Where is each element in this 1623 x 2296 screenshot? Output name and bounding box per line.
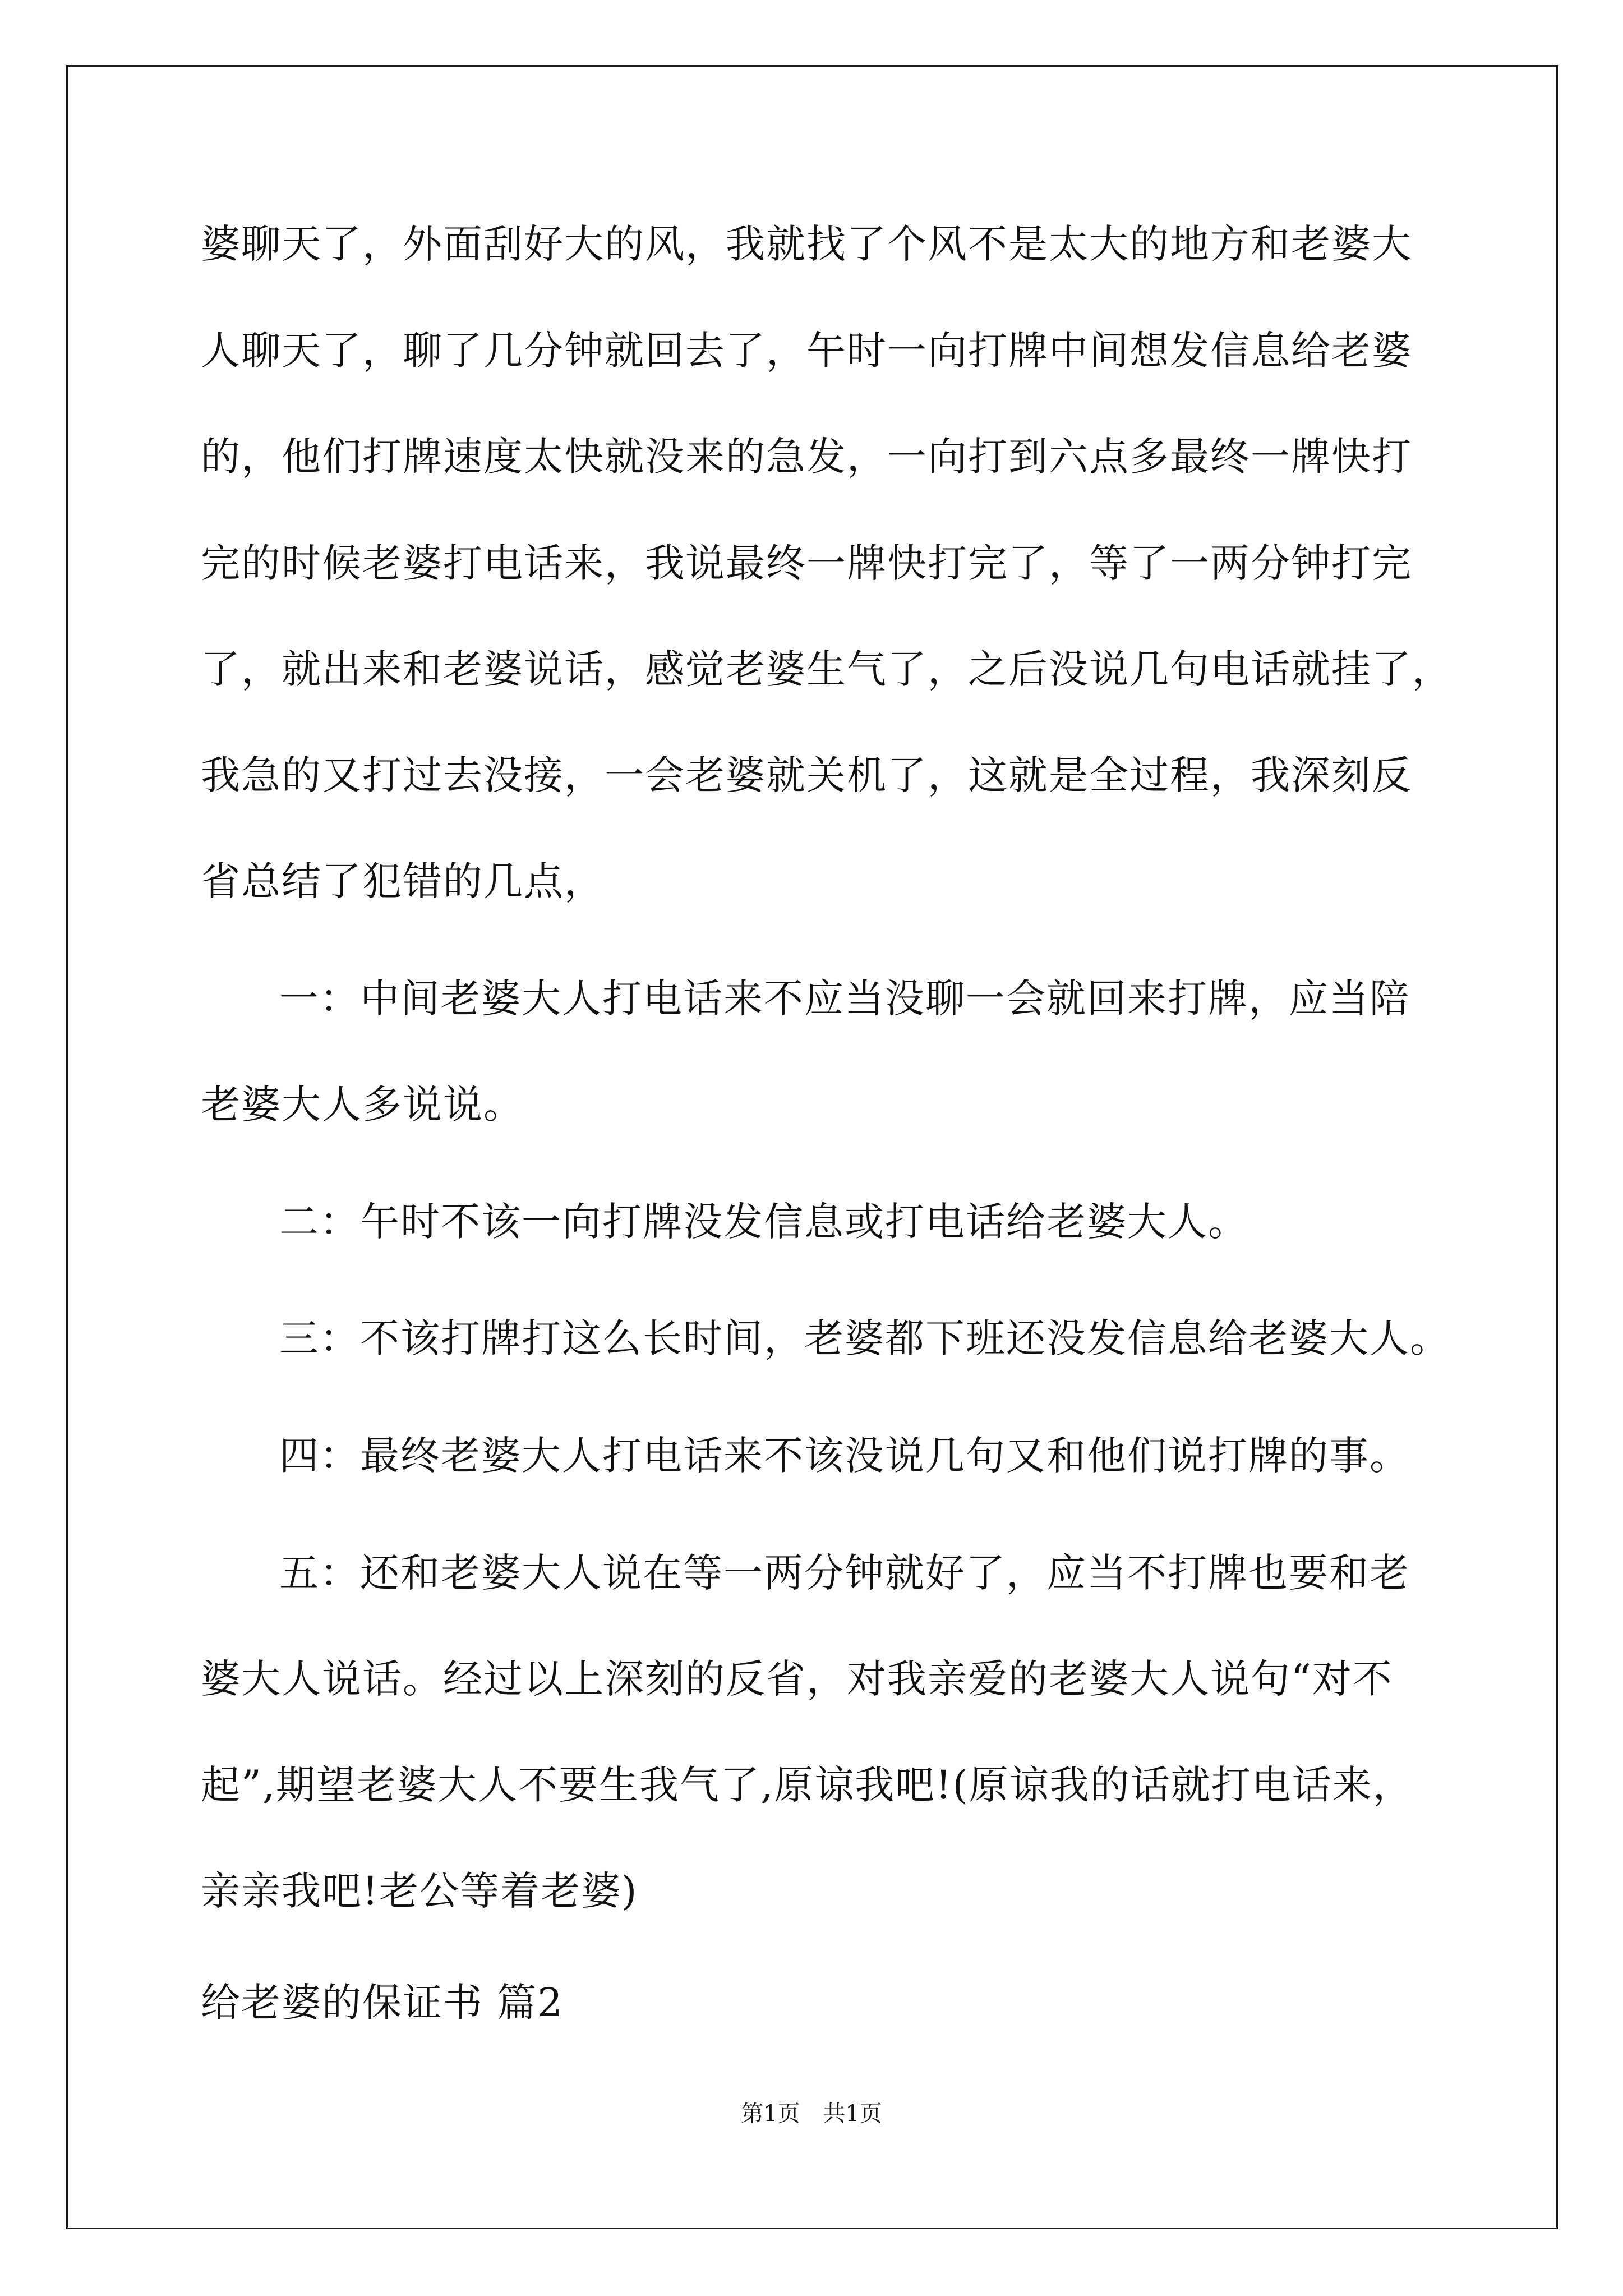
list-item-5-line-4: 亲亲我吧!老公等着老婆) <box>201 1868 638 1914</box>
list-item-5-line-1: 五：还和老婆大人说在等一两分钟就好了，应当不打牌也要和老 <box>279 1550 1410 1596</box>
body-line-7: 省总结了犯错的几点， <box>201 858 605 904</box>
list-item-5-line-3: 起”,期望老婆大人不要生我气了,原谅我吧!(原谅我的话就打电话来， <box>201 1762 1413 1808</box>
body-line-1: 婆聊天了，外面刮好大的风，我就找了个风不是太大的地方和老婆大 <box>201 221 1412 267</box>
page-footer <box>0 2097 1623 2131</box>
list-item-1-line-1: 一：中间老婆大人打电话来不应当没聊一会就回来打牌，应当陪 <box>279 976 1410 1022</box>
list-item-2: 二：午时不该一向打牌没发信息或打电话给老婆大人。 <box>279 1199 1248 1245</box>
body-line-6: 我急的又打过去没接，一会老婆就关机了，这就是全过程，我深刻反 <box>201 752 1412 798</box>
body-line-4: 完的时候老婆打电话来，我说最终一牌快打完了，等了一两分钟打完 <box>201 540 1412 586</box>
body-line-3: 的，他们打牌速度太快就没来的急发，一向打到六点多最终一牌快打 <box>201 434 1412 480</box>
list-item-3: 三：不该打牌打这么长时间，老婆都下班还没发信息给老婆大人。 <box>279 1315 1450 1361</box>
list-item-1-line-2: 老婆大人多说说。 <box>201 1082 524 1128</box>
section-heading: 给老婆的保证书 篇2 <box>201 1980 564 2026</box>
page-total: 共1页 <box>823 2101 882 2127</box>
body-line-5: 了，就出来和老婆说话，感觉老婆生气了，之后没说几句电话就挂了， <box>201 646 1453 692</box>
list-item-4: 四：最终老婆大人打电话来不该没说几句又和他们说打牌的事。 <box>279 1433 1410 1479</box>
page-number: 第1页 <box>741 2101 800 2127</box>
list-item-5-line-2: 婆大人说话。经过以上深刻的反省，对我亲爱的老婆大人说句“对不 <box>201 1656 1393 1702</box>
body-line-2: 人聊天了，聊了几分钟就回去了，午时一向打牌中间想发信息给老婆 <box>201 328 1412 374</box>
